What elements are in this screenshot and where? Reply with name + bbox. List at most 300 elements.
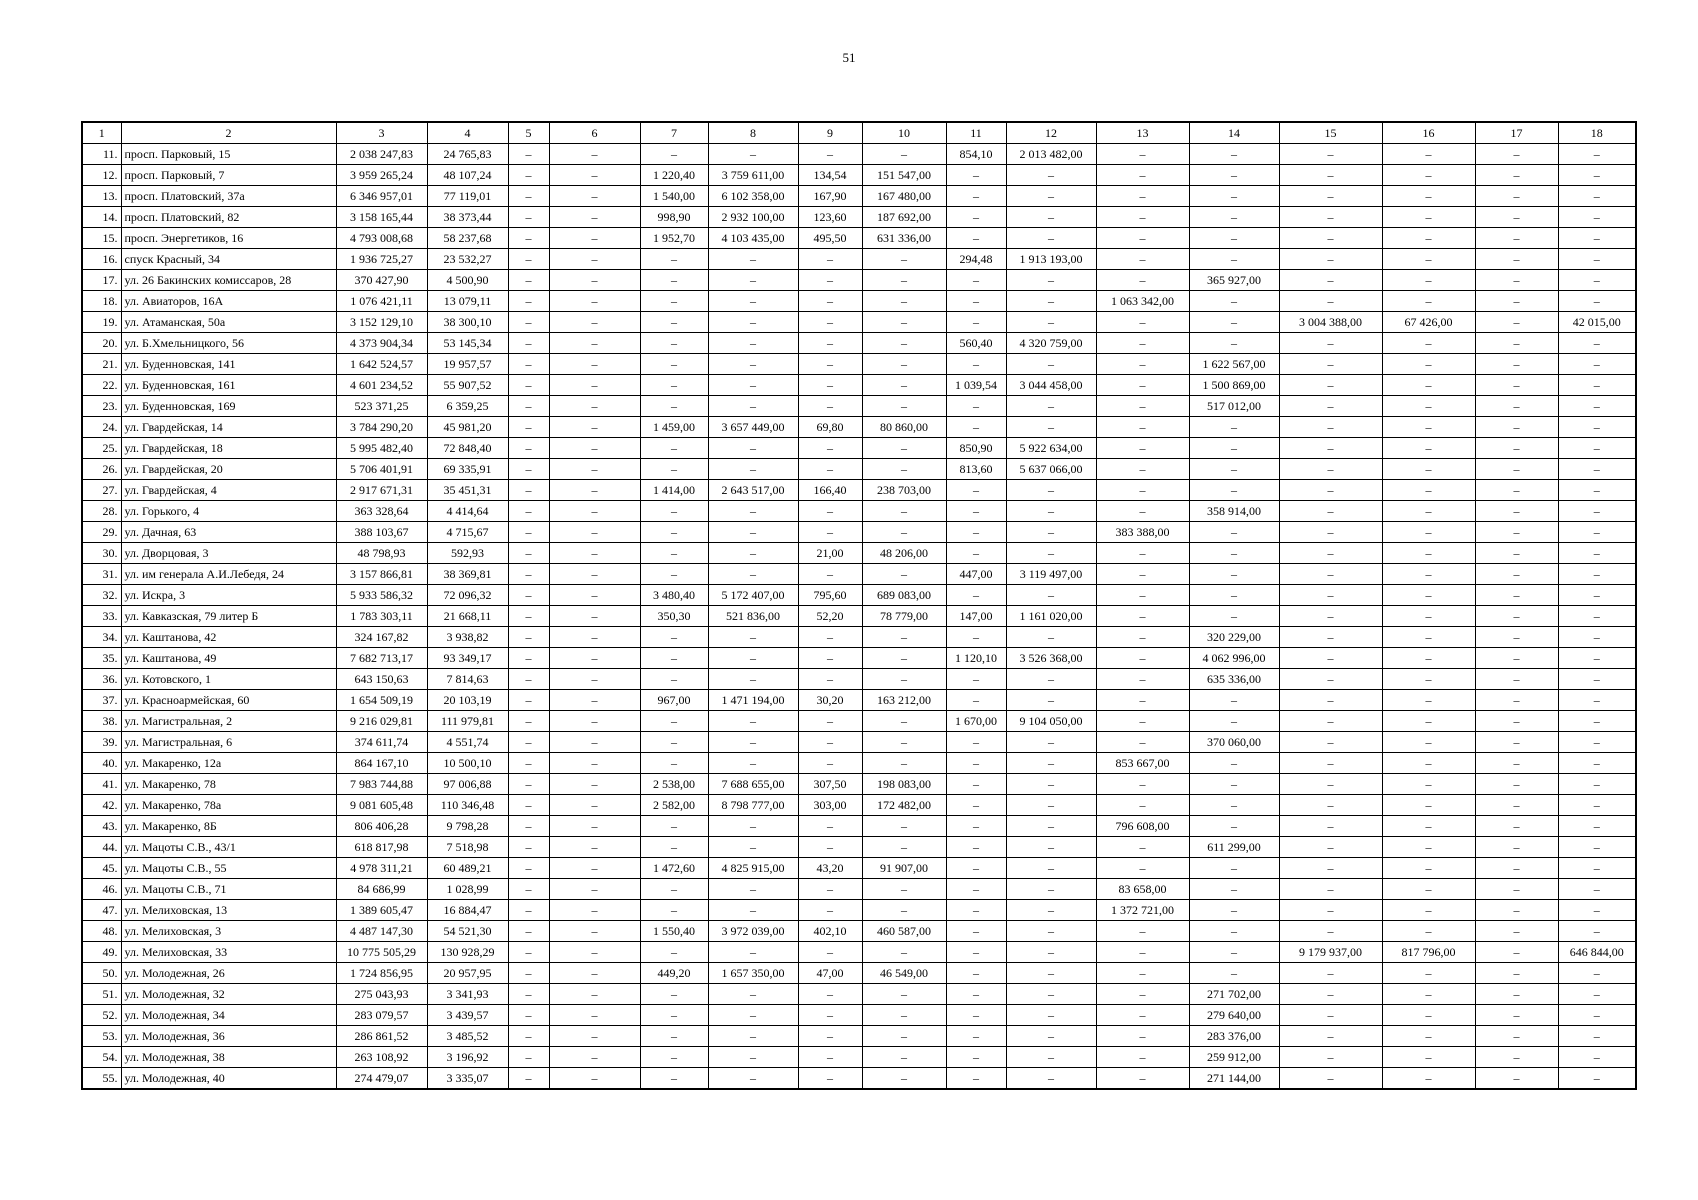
value-cell: – [640, 270, 708, 291]
value-cell: – [1382, 669, 1475, 690]
row-number-cell: 46. [82, 879, 121, 900]
row-number-cell: 34. [82, 627, 121, 648]
value-cell: – [798, 291, 862, 312]
value-cell: 130 928,29 [427, 942, 508, 963]
value-cell: 4 825 915,00 [708, 858, 798, 879]
value-cell: – [640, 249, 708, 270]
value-cell: – [1189, 879, 1279, 900]
value-cell: – [1382, 984, 1475, 1005]
value-cell: – [862, 669, 946, 690]
value-cell: – [1279, 1047, 1382, 1068]
column-header: 2 [121, 122, 336, 144]
value-cell: – [1558, 690, 1636, 711]
value-cell: – [1382, 648, 1475, 669]
value-cell: 1 076 421,11 [336, 291, 427, 312]
value-cell: – [1558, 291, 1636, 312]
value-cell: – [1475, 942, 1558, 963]
value-cell: – [1475, 963, 1558, 984]
table-row [82, 837, 1636, 858]
table-row [82, 312, 1636, 333]
value-cell: 4 414,64 [427, 501, 508, 522]
table-row [82, 522, 1636, 543]
value-cell: – [1475, 669, 1558, 690]
value-cell: – [946, 837, 1006, 858]
value-cell: – [708, 501, 798, 522]
value-cell: – [1475, 396, 1558, 417]
value-cell: – [1475, 522, 1558, 543]
value-cell: 3 004 388,00 [1279, 312, 1382, 333]
value-cell: – [1189, 333, 1279, 354]
value-cell: 259 912,00 [1189, 1047, 1279, 1068]
value-cell: – [549, 270, 640, 291]
value-cell: – [549, 753, 640, 774]
value-cell: 7 682 713,17 [336, 648, 427, 669]
address-cell: ул. Молодежная, 40 [121, 1068, 336, 1090]
value-cell: – [862, 816, 946, 837]
table-row [82, 648, 1636, 669]
value-cell: – [1475, 858, 1558, 879]
table-row [82, 459, 1636, 480]
value-cell: – [1475, 438, 1558, 459]
value-cell: – [1558, 753, 1636, 774]
value-cell: – [708, 669, 798, 690]
value-cell: 6 359,25 [427, 396, 508, 417]
value-cell: – [946, 1005, 1006, 1026]
value-cell: – [1006, 732, 1096, 753]
value-cell: 4 551,74 [427, 732, 508, 753]
value-cell: – [708, 522, 798, 543]
value-cell: 449,20 [640, 963, 708, 984]
value-cell: – [946, 942, 1006, 963]
value-cell: – [1096, 396, 1189, 417]
value-cell: – [1475, 291, 1558, 312]
value-cell: – [1096, 921, 1189, 942]
value-cell: 13 079,11 [427, 291, 508, 312]
value-cell: 38 373,44 [427, 207, 508, 228]
value-cell: 69,80 [798, 417, 862, 438]
value-cell: 167,90 [798, 186, 862, 207]
value-cell: – [549, 144, 640, 165]
value-cell: – [1006, 1047, 1096, 1068]
value-cell: – [1558, 627, 1636, 648]
value-cell: – [1189, 228, 1279, 249]
value-cell: – [549, 165, 640, 186]
value-cell: – [1382, 543, 1475, 564]
value-cell: 163 212,00 [862, 690, 946, 711]
address-cell: ул. Кавказская, 79 литер Б [121, 606, 336, 627]
value-cell: – [508, 144, 549, 165]
value-cell: – [508, 837, 549, 858]
value-cell: – [1558, 543, 1636, 564]
value-cell: 1 657 350,00 [708, 963, 798, 984]
value-cell: – [862, 837, 946, 858]
value-cell: – [1189, 921, 1279, 942]
value-cell: 5 933 586,32 [336, 585, 427, 606]
value-cell: – [708, 900, 798, 921]
value-cell: 618 817,98 [336, 837, 427, 858]
value-cell: – [1382, 291, 1475, 312]
value-cell: – [1279, 417, 1382, 438]
address-cell: ул. Гвардейская, 14 [121, 417, 336, 438]
value-cell: – [1006, 1026, 1096, 1047]
address-cell: ул. Дачная, 63 [121, 522, 336, 543]
value-cell: – [1475, 501, 1558, 522]
value-cell: – [1475, 1026, 1558, 1047]
table-row [82, 753, 1636, 774]
value-cell: – [1475, 564, 1558, 585]
value-cell: – [508, 879, 549, 900]
value-cell: 1 783 303,11 [336, 606, 427, 627]
value-cell: – [549, 879, 640, 900]
value-cell: – [862, 942, 946, 963]
value-cell: – [1382, 963, 1475, 984]
value-cell: – [549, 921, 640, 942]
table-row [82, 375, 1636, 396]
value-cell: 19 957,57 [427, 354, 508, 375]
column-header: 7 [640, 122, 708, 144]
value-cell: – [862, 1026, 946, 1047]
value-cell: – [1475, 984, 1558, 1005]
value-cell: 275 043,93 [336, 984, 427, 1005]
value-cell: 91 907,00 [862, 858, 946, 879]
value-cell: – [1189, 438, 1279, 459]
value-cell: 53 145,34 [427, 333, 508, 354]
data-table [81, 121, 1637, 1090]
value-cell: 1 414,00 [640, 480, 708, 501]
value-cell: 2 917 671,31 [336, 480, 427, 501]
value-cell: 20 103,19 [427, 690, 508, 711]
row-number-cell: 47. [82, 900, 121, 921]
table-row [82, 1005, 1636, 1026]
value-cell: – [1096, 1068, 1189, 1090]
value-cell: 495,50 [798, 228, 862, 249]
address-cell: просп. Платовский, 82 [121, 207, 336, 228]
value-cell: – [508, 459, 549, 480]
value-cell: 4 978 311,21 [336, 858, 427, 879]
value-cell: – [1558, 858, 1636, 879]
value-cell: 1 120,10 [946, 648, 1006, 669]
value-cell: 1 471 194,00 [708, 690, 798, 711]
value-cell: 3 158 165,44 [336, 207, 427, 228]
value-cell: – [549, 963, 640, 984]
value-cell: – [1382, 921, 1475, 942]
address-cell: ул. Молодежная, 26 [121, 963, 336, 984]
value-cell: – [1558, 480, 1636, 501]
value-cell: 24 765,83 [427, 144, 508, 165]
value-cell: – [1475, 837, 1558, 858]
value-cell: – [1096, 837, 1189, 858]
value-cell: – [508, 333, 549, 354]
value-cell: – [508, 963, 549, 984]
value-cell: – [1558, 774, 1636, 795]
value-cell: 97 006,88 [427, 774, 508, 795]
value-cell: 7 518,98 [427, 837, 508, 858]
value-cell: – [640, 1068, 708, 1090]
row-number-cell: 16. [82, 249, 121, 270]
value-cell: 1 500 869,00 [1189, 375, 1279, 396]
value-cell: – [708, 375, 798, 396]
table-row [82, 879, 1636, 900]
value-cell: – [1558, 501, 1636, 522]
value-cell: – [1475, 1068, 1558, 1090]
value-cell: – [946, 879, 1006, 900]
value-cell: – [1475, 354, 1558, 375]
value-cell: – [1096, 207, 1189, 228]
value-cell: – [640, 816, 708, 837]
value-cell: – [1558, 228, 1636, 249]
value-cell: – [1279, 438, 1382, 459]
value-cell: – [508, 732, 549, 753]
value-cell: – [1475, 1005, 1558, 1026]
address-cell: ул. Горького, 4 [121, 501, 336, 522]
value-cell: – [640, 753, 708, 774]
value-cell: 560,40 [946, 333, 1006, 354]
value-cell: – [1006, 837, 1096, 858]
value-cell: – [1279, 375, 1382, 396]
value-cell: – [549, 816, 640, 837]
value-cell: 1 540,00 [640, 186, 708, 207]
value-cell: – [1189, 312, 1279, 333]
value-cell: – [1279, 1068, 1382, 1090]
value-cell: – [946, 1068, 1006, 1090]
value-cell: – [1558, 249, 1636, 270]
value-cell: – [1006, 312, 1096, 333]
value-cell: – [798, 1047, 862, 1068]
value-cell: 3 480,40 [640, 585, 708, 606]
value-cell: – [946, 984, 1006, 1005]
value-cell: – [1189, 186, 1279, 207]
value-cell: 2 932 100,00 [708, 207, 798, 228]
value-cell: – [1279, 774, 1382, 795]
value-cell: 58 237,68 [427, 228, 508, 249]
value-cell: – [1279, 543, 1382, 564]
column-header: 16 [1382, 122, 1475, 144]
value-cell: – [1558, 1047, 1636, 1068]
value-cell: 3 784 290,20 [336, 417, 427, 438]
value-cell: – [798, 1005, 862, 1026]
row-number-cell: 29. [82, 522, 121, 543]
value-cell: – [1558, 1026, 1636, 1047]
value-cell: 864 167,10 [336, 753, 427, 774]
table-row [82, 564, 1636, 585]
value-cell: – [508, 312, 549, 333]
value-cell: 1 670,00 [946, 711, 1006, 732]
table-row [82, 732, 1636, 753]
value-cell: – [946, 480, 1006, 501]
address-cell: ул. Гвардейская, 20 [121, 459, 336, 480]
value-cell: 4 062 996,00 [1189, 648, 1279, 669]
row-number-cell: 18. [82, 291, 121, 312]
value-cell: – [1096, 1047, 1189, 1068]
value-cell: – [1006, 942, 1096, 963]
column-header: 3 [336, 122, 427, 144]
value-cell: – [1279, 291, 1382, 312]
value-cell: – [508, 1068, 549, 1090]
row-number-cell: 22. [82, 375, 121, 396]
value-cell: 21 668,11 [427, 606, 508, 627]
column-header: 8 [708, 122, 798, 144]
value-cell: 7 688 655,00 [708, 774, 798, 795]
value-cell: – [1279, 396, 1382, 417]
value-cell: 402,10 [798, 921, 862, 942]
value-cell: 303,00 [798, 795, 862, 816]
value-cell: – [862, 333, 946, 354]
value-cell: – [862, 291, 946, 312]
address-cell: ул. Молодежная, 34 [121, 1005, 336, 1026]
value-cell: 3 044 458,00 [1006, 375, 1096, 396]
value-cell: – [946, 501, 1006, 522]
row-number-cell: 24. [82, 417, 121, 438]
row-number-cell: 35. [82, 648, 121, 669]
value-cell: – [708, 984, 798, 1005]
value-cell: – [946, 921, 1006, 942]
value-cell: – [640, 900, 708, 921]
value-cell: – [1475, 711, 1558, 732]
value-cell: – [549, 648, 640, 669]
value-cell: – [508, 228, 549, 249]
page-number: 51 [842, 50, 856, 65]
value-cell: – [1558, 921, 1636, 942]
address-cell: ул. Искра, 3 [121, 585, 336, 606]
value-cell: – [549, 669, 640, 690]
address-cell: ул. Б.Хмельницкого, 56 [121, 333, 336, 354]
value-cell: 796 608,00 [1096, 816, 1189, 837]
row-number-cell: 42. [82, 795, 121, 816]
value-cell: 286 861,52 [336, 1026, 427, 1047]
value-cell: – [549, 480, 640, 501]
value-cell: – [549, 438, 640, 459]
value-cell: – [1558, 522, 1636, 543]
value-cell: 6 102 358,00 [708, 186, 798, 207]
value-cell: – [708, 396, 798, 417]
value-cell: – [1382, 438, 1475, 459]
value-cell: 263 108,92 [336, 1047, 427, 1068]
value-cell: 1 550,40 [640, 921, 708, 942]
column-header: 4 [427, 122, 508, 144]
value-cell: 7 814,63 [427, 669, 508, 690]
value-cell: 294,48 [946, 249, 1006, 270]
value-cell: 47,00 [798, 963, 862, 984]
value-cell: – [862, 501, 946, 522]
value-cell: 111 979,81 [427, 711, 508, 732]
value-cell: – [1279, 144, 1382, 165]
value-cell: – [1006, 417, 1096, 438]
value-cell: – [1279, 858, 1382, 879]
value-cell: – [640, 564, 708, 585]
value-cell: – [862, 900, 946, 921]
value-cell: 2 582,00 [640, 795, 708, 816]
address-cell: ул. Гвардейская, 18 [121, 438, 336, 459]
value-cell: – [946, 753, 1006, 774]
value-cell: – [508, 501, 549, 522]
value-cell: – [1475, 585, 1558, 606]
value-cell: – [549, 501, 640, 522]
value-cell: – [508, 774, 549, 795]
value-cell: 2 643 517,00 [708, 480, 798, 501]
value-cell: – [1279, 627, 1382, 648]
value-cell: – [1382, 774, 1475, 795]
value-cell: – [798, 1026, 862, 1047]
value-cell: – [862, 984, 946, 1005]
value-cell: – [1558, 1068, 1636, 1090]
value-cell: – [1382, 333, 1475, 354]
value-cell: – [1558, 648, 1636, 669]
value-cell: – [549, 984, 640, 1005]
value-cell: – [862, 711, 946, 732]
table-row [82, 921, 1636, 942]
value-cell: – [862, 1047, 946, 1068]
value-cell: 3 157 866,81 [336, 564, 427, 585]
value-cell: – [1279, 228, 1382, 249]
table-row [82, 354, 1636, 375]
value-cell: – [1475, 1047, 1558, 1068]
value-cell: – [708, 732, 798, 753]
value-cell: – [508, 942, 549, 963]
value-cell: 123,60 [798, 207, 862, 228]
value-cell: – [1189, 207, 1279, 228]
column-header: 11 [946, 122, 1006, 144]
value-cell: – [946, 207, 1006, 228]
value-cell: – [708, 648, 798, 669]
value-cell: 370 427,90 [336, 270, 427, 291]
address-cell: ул. Магистральная, 6 [121, 732, 336, 753]
value-cell: – [946, 1047, 1006, 1068]
value-cell: – [1558, 816, 1636, 837]
value-cell: – [798, 942, 862, 963]
value-cell: – [508, 900, 549, 921]
value-cell: – [549, 690, 640, 711]
value-cell: – [640, 669, 708, 690]
value-cell: – [1382, 795, 1475, 816]
value-cell: – [1189, 585, 1279, 606]
value-cell: – [1006, 1068, 1096, 1090]
value-cell: 172 482,00 [862, 795, 946, 816]
value-cell: 3 938,82 [427, 627, 508, 648]
table-row [82, 606, 1636, 627]
value-cell: – [1475, 480, 1558, 501]
value-cell: 383 388,00 [1096, 522, 1189, 543]
table-row [82, 795, 1636, 816]
value-cell: 147,00 [946, 606, 1006, 627]
value-cell: 9 216 029,81 [336, 711, 427, 732]
value-cell: 523 371,25 [336, 396, 427, 417]
value-cell: – [1475, 207, 1558, 228]
address-cell: ул. Молодежная, 36 [121, 1026, 336, 1047]
value-cell: 5 637 066,00 [1006, 459, 1096, 480]
value-cell: – [862, 312, 946, 333]
value-cell: – [708, 249, 798, 270]
value-cell: – [1382, 606, 1475, 627]
address-cell: просп. Платовский, 37а [121, 186, 336, 207]
value-cell: – [1006, 543, 1096, 564]
value-cell: – [1475, 249, 1558, 270]
value-cell: 1 039,54 [946, 375, 1006, 396]
value-cell: 279 640,00 [1189, 1005, 1279, 1026]
value-cell: – [549, 795, 640, 816]
address-cell: ул. Макаренко, 12а [121, 753, 336, 774]
row-number-cell: 27. [82, 480, 121, 501]
value-cell: 854,10 [946, 144, 1006, 165]
address-cell: ул. Мацоты С.В., 71 [121, 879, 336, 900]
value-cell: – [798, 1068, 862, 1090]
value-cell: – [798, 522, 862, 543]
value-cell: – [1475, 417, 1558, 438]
value-cell: – [1382, 480, 1475, 501]
row-number-cell: 11. [82, 144, 121, 165]
value-cell: 238 703,00 [862, 480, 946, 501]
value-cell: 3 152 129,10 [336, 312, 427, 333]
value-cell: – [1006, 627, 1096, 648]
